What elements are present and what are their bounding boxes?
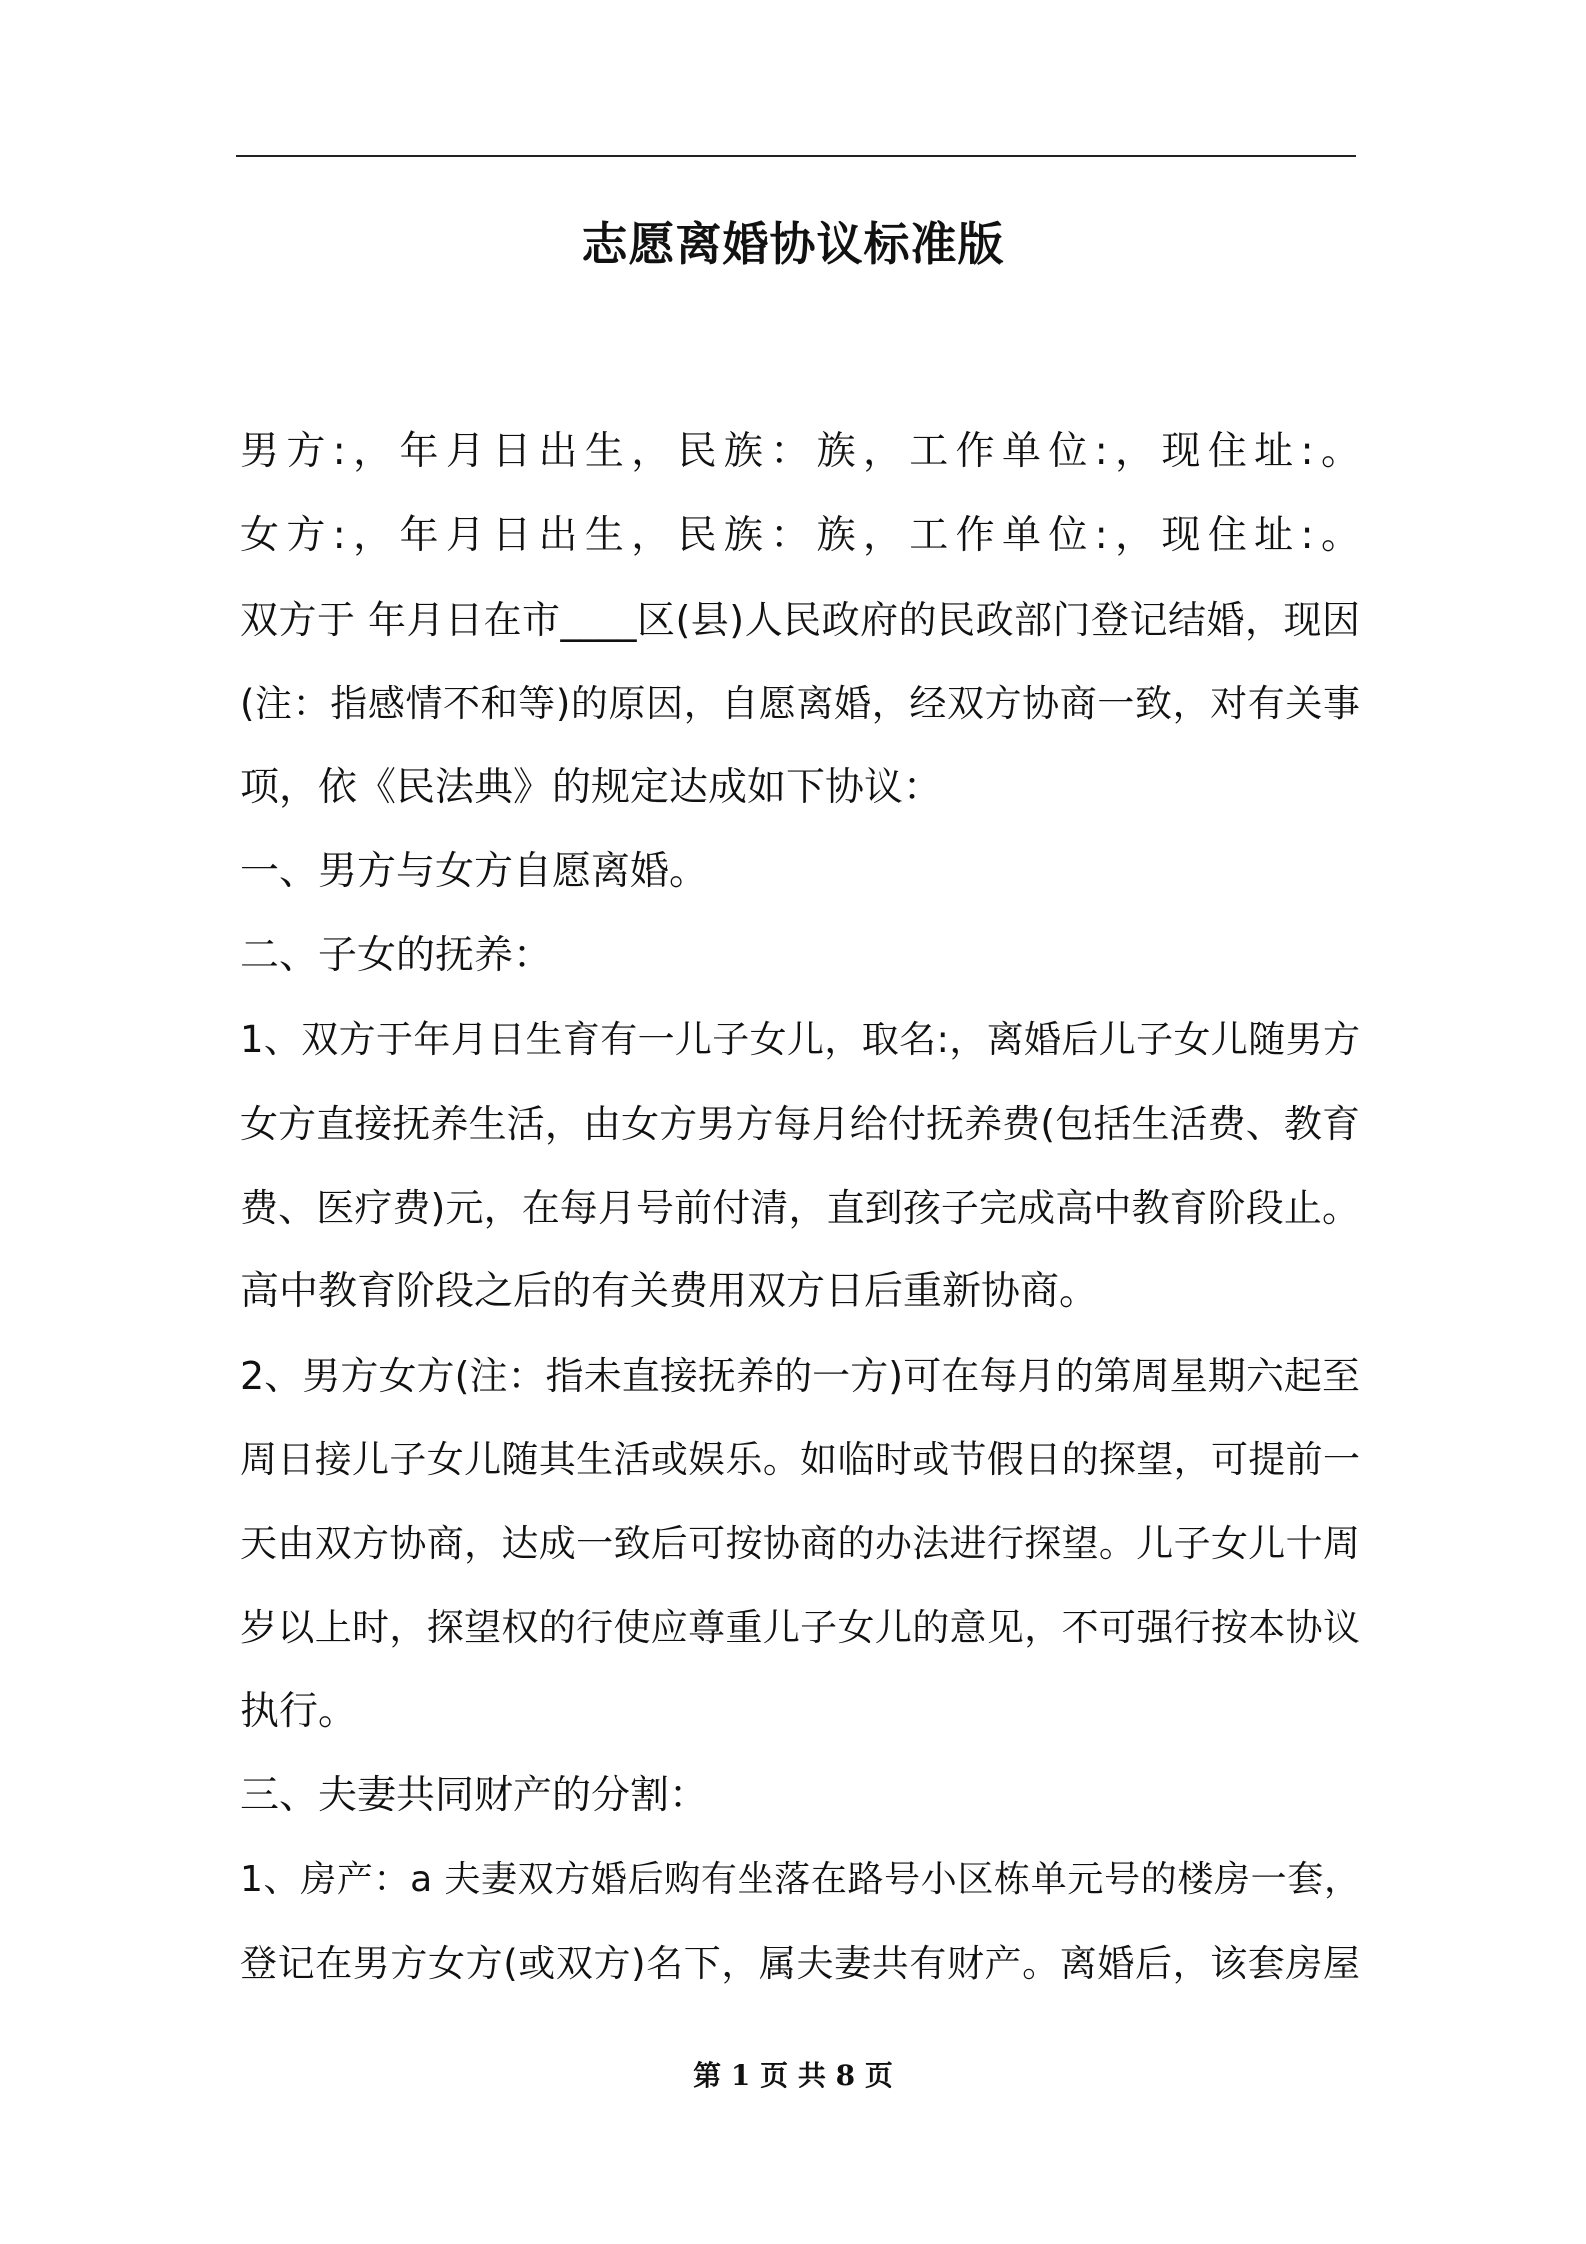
- body-line: 三、夫妻共同财产的分割：: [240, 1773, 709, 1818]
- body-line: 一、男方与女方自愿离婚。: [240, 849, 709, 894]
- body-line: 1、房产：a 夫妻双方婚后购有坐落在路号小区栋单元号的楼房一套，: [240, 1859, 1360, 1900]
- body-line: 男方:，年月日出生，民族：族，工作单位:，现住址:。: [240, 429, 1360, 474]
- body-line: 1、双方于年月日生育有一儿子女儿，取名:，离婚后儿子女儿随男方: [240, 1018, 1360, 1061]
- page-footer: 第 1 页 共 8 页: [693, 2059, 893, 2092]
- body-line: 女方直接抚养生活，由女方男方每月给付抚养费(包括生活费、教育: [240, 1102, 1360, 1146]
- document-body: [240, 410, 1360, 2006]
- body-line: 周日接儿子女儿随其生活或娱乐。如临时或节假日的探望，可提前一: [240, 1438, 1360, 1481]
- document-title: 志愿离婚协议标准版: [581, 217, 1005, 271]
- body-line: 双方于 年月日在市____区(县)人民政府的民政部门登记结婚，现因: [240, 598, 1360, 642]
- body-line: 岁以上时，探望权的行使应尊重儿子女儿的意见，不可强行按本协议: [240, 1606, 1360, 1649]
- body-line: 女方:，年月日出生，民族：族，工作单位:，现住址:。: [240, 513, 1360, 558]
- body-line: 项，依《民法典》的规定达成如下协议：: [240, 765, 943, 810]
- body-line: (注：指感情不和等)的原因，自愿离婚，经双方协商一致，对有关事: [240, 682, 1360, 725]
- body-line: 执行。: [240, 1689, 358, 1734]
- body-line: 天由双方协商，达成一致后可按协商的办法进行探望。儿子女儿十周: [240, 1522, 1360, 1565]
- body-line: 二、子女的抚养：: [240, 933, 553, 978]
- body-line: 费、医疗费)元，在每月号前付清，直到孩子完成高中教育阶段止。: [240, 1186, 1360, 1230]
- header-rule: [236, 155, 1356, 157]
- body-line: 高中教育阶段之后的有关费用双方日后重新协商。: [240, 1269, 1099, 1314]
- body-line: 2、男方女方(注：指未直接抚养的一方)可在每月的第周星期六起至: [240, 1354, 1360, 1398]
- body-line: 登记在男方女方(或双方)名下，属夫妻共有财产。离婚后，该套房屋: [240, 1942, 1360, 1985]
